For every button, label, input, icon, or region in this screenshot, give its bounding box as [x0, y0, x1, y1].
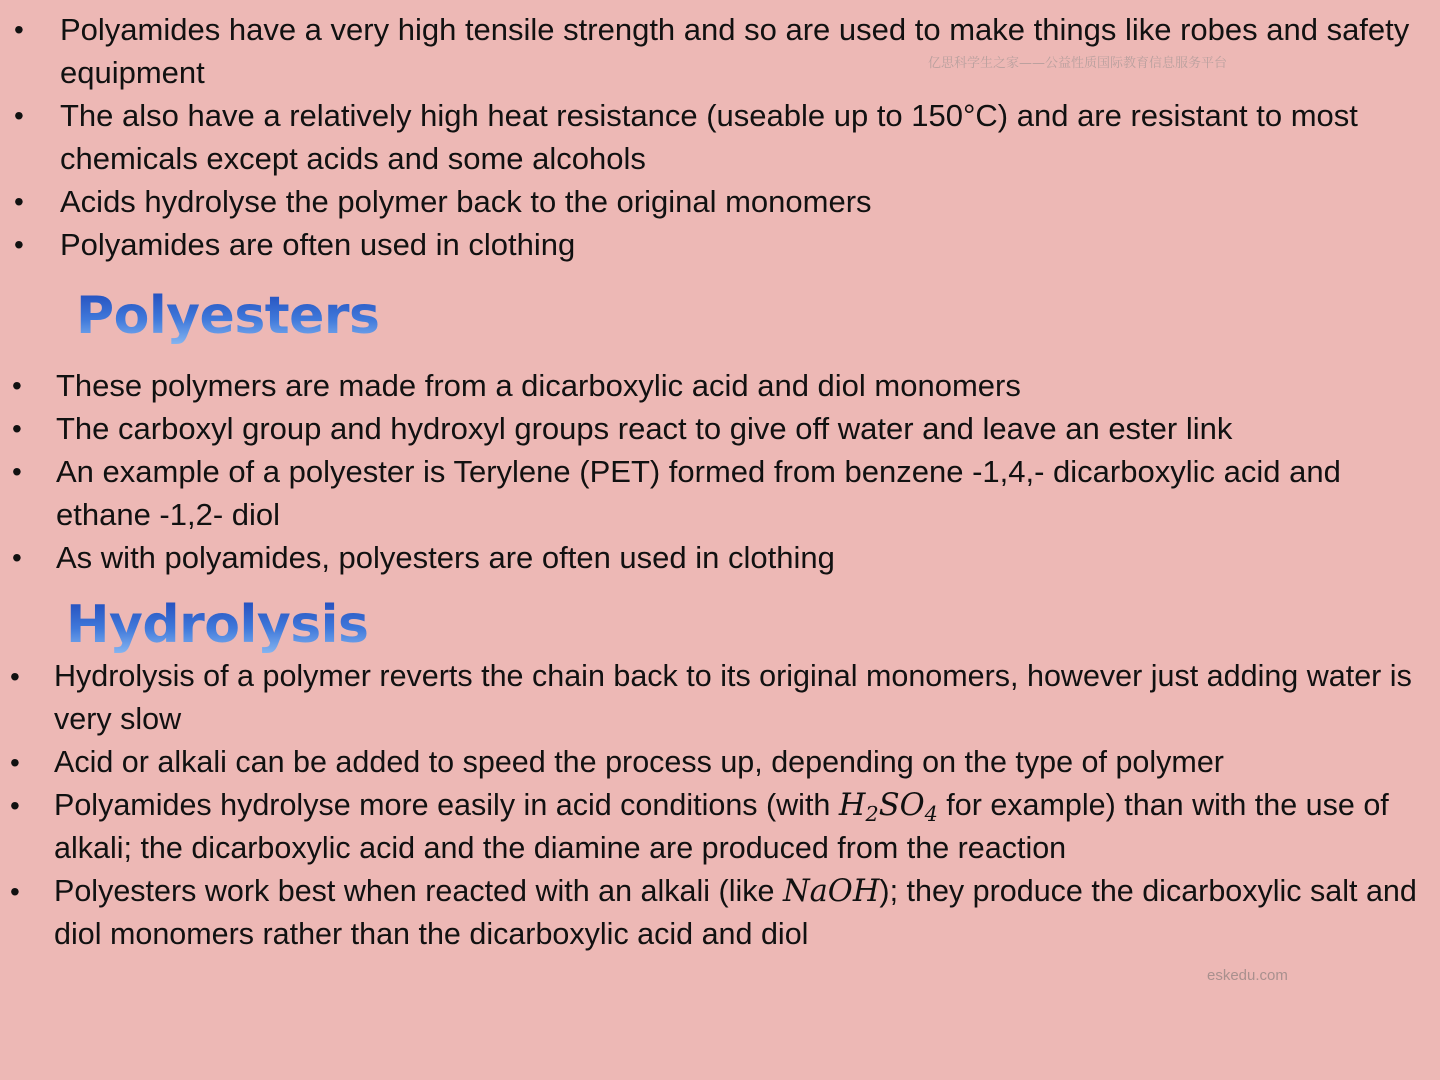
- list-item: [10, 741, 1426, 784]
- list-item: [14, 8, 1432, 94]
- bullet-text: These polymers are made from a dicarboxylic acid and diol monomers: [56, 368, 1021, 403]
- bullet-icon: •: [10, 661, 20, 692]
- bullet-icon: •: [14, 14, 24, 45]
- list-item: [10, 870, 1426, 956]
- footer-watermark: eskedu.com: [1207, 967, 1288, 984]
- sodium-hydroxide-formula: NaOH: [782, 874, 880, 909]
- list-item: [12, 536, 1428, 579]
- bullet-icon: •: [14, 100, 24, 131]
- list-item: [12, 407, 1428, 450]
- list-item: [10, 655, 1426, 741]
- bullet-text: Hydrolysis of a polymer reverts the chain back to its original monomers, however just adding water is very slow: [54, 659, 1412, 736]
- bullet-text: An example of a polyester is Terylene (PET) formed from benzene -1,4,- dicarboxylic acid and ethane -1,2- diol: [56, 454, 1341, 532]
- bullet-icon: •: [10, 876, 20, 907]
- polyamides-bullet-list: [14, 8, 1432, 266]
- formula-subscript: 2: [865, 802, 879, 827]
- formula-subscript: 4: [924, 802, 938, 827]
- bullet-text-after: for example) than with the use of alkali; the dicarboxylic acid and the diamine are produced from the reaction: [54, 788, 1389, 865]
- bullet-icon: •: [14, 229, 24, 260]
- list-item: [14, 223, 1432, 266]
- bullet-text: Polyamides are often used in clothing: [60, 227, 576, 262]
- bullet-text: Acids hydrolyse the polymer back to the original monomers: [60, 184, 872, 219]
- bullet-text-after: ); they produce the dicarboxylic salt and diol monomers rather than the dicarboxylic acid and diol: [54, 874, 1417, 951]
- list-item: [12, 450, 1428, 536]
- polyesters-bullet-list: [12, 364, 1428, 579]
- bullet-icon: •: [12, 370, 22, 401]
- bullet-text: As with polyamides, polyesters are often used in clothing: [56, 540, 835, 575]
- formula-part: H: [838, 788, 866, 823]
- bullet-text: Polyamides have a very high tensile strength and so are used to make things like robes and safety equipment: [60, 12, 1410, 90]
- bullet-text-before: Polyesters work best when reacted with an alkali (like: [54, 874, 783, 908]
- formula-part: SO: [878, 788, 925, 823]
- polyesters-heading: Polyesters: [76, 286, 380, 346]
- bullet-icon: •: [12, 542, 22, 573]
- bullet-text-before: Polyamides hydrolyse more easily in acid conditions (with: [54, 788, 839, 822]
- bullet-text: Acid or alkali can be added to speed the process up, depending on the type of polymer: [54, 745, 1224, 779]
- bullet-text: The also have a relatively high heat resistance (useable up to 150°C) and are resistant to most chemicals except acids and some alcohols: [60, 98, 1358, 176]
- bullet-icon: •: [12, 413, 22, 444]
- sulfuric-acid-formula: [838, 788, 938, 827]
- bullet-text: The carboxyl group and hydroxyl groups react to give off water and leave an ester link: [56, 411, 1233, 446]
- list-item: [14, 180, 1432, 223]
- watermark-text: 亿思科学生之家——公益性质国际教育信息服务平台: [928, 56, 1228, 71]
- bullet-icon: •: [14, 186, 24, 217]
- hydrolysis-bullet-list: [10, 655, 1426, 956]
- bullet-icon: •: [10, 747, 20, 778]
- bullet-icon: •: [12, 456, 22, 487]
- bullet-icon: •: [10, 790, 20, 821]
- list-item: [12, 364, 1428, 407]
- list-item: [14, 94, 1432, 180]
- list-item: [10, 784, 1426, 870]
- hydrolysis-heading: Hydrolysis: [66, 595, 369, 655]
